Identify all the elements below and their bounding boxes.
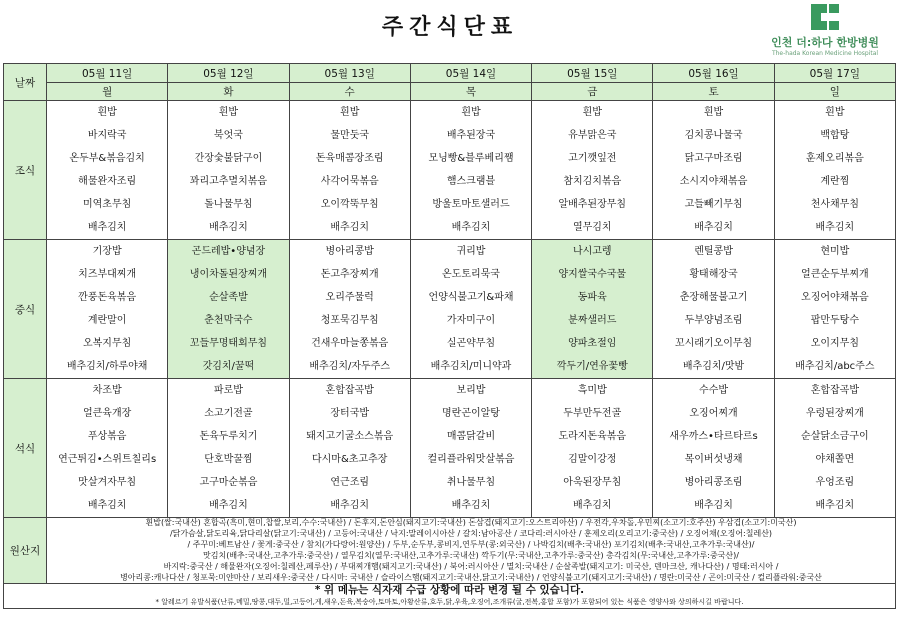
menu-item: 청포묵김무침 [320,315,379,326]
allergy-notice: * 알레르기 유발식품(난류,메밀,땅콩,대두,밀,고등어,게,새우,돈육,복숭아,토마토,아황산류,호두,닭,우육,오징어,조개류(굴,전복,홍합 포함)가 포함되어 있는 식품은 영양사와 상의하시길 바랍니다. [155,598,744,607]
menu-item: 돌나물무침 [204,199,253,210]
menu-item: 돈육두루치기 [199,431,258,442]
origin-row [4,518,896,584]
menu-item: 배추김치 [330,500,370,511]
menu-item: 배추김치 [451,500,491,511]
weekday-row [4,83,896,101]
menu-item: 고들빼기무침 [684,199,743,210]
origin-line: 흰밥(쌀:국내산) 혼합곡(흑미,현미,찹쌀,보리,수수:국내산) / 돈후지,돈안심(돼지고기:국내산) 돈삼겹(돼지고기:오스트리아산) / 우전각,우차돌,우민찌(소고기:호주산) 우삼겹(소고기:미국산) [145,518,797,527]
menu-item: 수수밥 [699,385,729,396]
hospital-logo [760,4,890,57]
menu-item: 갓김치/꿀떡 [202,361,255,372]
menu-item: 우렁된장찌개 [805,408,864,419]
menu-item: 모닝빵&블루베리쨈 [428,153,514,164]
menu-item: 연근조림 [330,477,370,488]
menu-item: 배추김치 [572,500,612,511]
menu-item: 배추김치/abc주스 [795,361,875,372]
menu-item: 소시지야채볶음 [679,176,748,187]
date-cell: 05월 15일 [532,64,653,83]
menu-item: 배추김치 [694,222,733,233]
breakfast-row [4,101,896,240]
menu-item: 꽈리고추멸치볶음 [189,176,268,187]
menu-item: 온두부&볶음김치 [69,153,145,164]
menu-item: 오징어찌개 [689,408,738,419]
menu-item: 목이버섯냉채 [684,454,743,465]
menu-item: 맛살겨자무침 [78,477,137,488]
lunch-row [4,240,896,379]
menu-item: 배추김치 [87,500,127,511]
date-cell: 05월 17일 [774,64,895,83]
menu-item: 흰밥 [340,107,360,118]
menu-item: 배추김치 [87,222,127,233]
menu-item: 단호박꿀찜 [204,454,253,465]
menu-item: 돼지고기굴소스볶음 [306,431,394,442]
menu-item: 얼큰육개장 [82,408,132,419]
breakfast-cell [532,101,653,240]
notice-row [4,584,896,609]
menu-item: 치즈부대찌개 [78,269,137,280]
menu-item: 아욱된장무침 [563,477,622,488]
lunch-cell [653,240,774,379]
menu-item: 양파초절임 [568,338,617,349]
menu-item: 기장밥 [92,246,122,257]
menu-item: 배추김치 [330,222,370,233]
menu-item: 오이지무침 [810,338,859,349]
weekday-cell: 월 [47,83,168,101]
menu-change-notice: * 위 메뉴는 식자재 수급 상황에 따라 변경 될 수 있습니다. [314,584,585,597]
menu-item: 흰밥 [582,107,602,118]
dinner-row [4,379,896,518]
dinner-label: 석식 [4,379,47,518]
menu-item: 흰밥 [703,107,724,118]
menu-item: 렌틸콩밥 [694,246,733,257]
menu-item: 오이깍뚝무침 [320,199,379,210]
menu-item: 장터국밥 [330,408,370,419]
menu-item: 배추김치 [815,500,855,511]
menu-item: 고기깻잎전 [568,153,617,164]
menu-item: 사각어묵볶음 [320,176,379,187]
menu-item: 배추김치/자두주스 [309,361,391,372]
origin-line: 병아리콩:캐나다산 / 청포묵:미얀마산 / 보리새우:중국산 / 다시마: 국내산 / 슬라이스햄(돼지고기:국내산,닭고기:국내산) / 언양식불고기(돼지고기:국내산) / 명란:미국산 / 곤이:미국산 / 컬리플라워:중국산 [120,572,822,582]
breakfast-cell [653,101,774,240]
origin-line: /닭가슴살,닭도리육,닭다리살(닭고기:국내산) / 고등어:국내산 / 낙지:말레이시아산 / 갈치:남아공산 / 코다리:러시아산 / 훈제오리(오리고기:중국산) / 오징어채(오징어:칠레산) [169,528,773,538]
notice-box [4,584,896,609]
menu-item: 건새우마늘쫑볶음 [311,338,389,349]
date-cell: 05월 13일 [289,64,410,83]
lunch-label: 중식 [4,240,47,379]
menu-item: 곤드레밥•양념장 [191,246,266,257]
menu-item: 두부양념조림 [684,315,743,326]
menu-item: 흰밥 [97,107,117,118]
menu-item: 깍두기/연유꽃빵 [556,361,628,372]
weekday-cell: 목 [410,83,531,101]
menu-item: 오리주물럭 [325,292,374,303]
menu-item: 병아리콩밥 [325,246,374,257]
menu-item: 천사채무침 [810,199,859,210]
breakfast-cell [774,101,895,240]
menu-item: 실곤약무침 [446,338,496,349]
menu-item: 배추김치 [815,222,855,233]
dinner-cell [47,379,168,518]
origin-line: 바지락:중국산 / 해물완자(오징어:칠레산,페루산) / 부대찌개햄(돼지고기:국내산) / 북어:러시아산 / 멸치:국내산 / 순살족발(돼지고기: 미국산, 덴마크산, 캐나다산) / 명태:러시아 / [163,561,779,571]
menu-item: 북엇국 [213,130,243,141]
breakfast-label: 조식 [4,101,47,240]
menu-item: 냉이차돌된장찌개 [189,269,268,280]
menu-item: 푸상볶음 [87,431,127,442]
lunch-cell [410,240,531,379]
logo-mark-icon [807,4,843,30]
menu-item: 오징어야채볶음 [801,292,869,303]
menu-item: 김치콩나물국 [684,130,743,141]
breakfast-cell [168,101,289,240]
menu-item: 햄스크램블 [446,176,496,187]
menu-item: 취나물무침 [446,477,496,488]
menu-item: 귀리밥 [456,246,486,257]
menu-item: 배추된장국 [446,130,496,141]
breakfast-cell [289,101,410,240]
menu-item: 명란곤이알탕 [442,408,500,419]
origin-line: / 주꾸미:베트남산 / 꽃게:중국산 / 참치(가다랑어:원양산) / 두부,순두부,콩비지,연두부(콩:외국산) / 나박김치(배추:국내산) 포기김치(배추:국내산,고추가루:국내산)/ [187,539,755,549]
menu-item: 두부만두전골 [563,408,622,419]
weekday-cell: 화 [168,83,289,101]
menu-item: 간장숯불닭구이 [194,153,263,164]
menu-item: 고구마순볶음 [199,477,258,488]
menu-item: 흰밥 [218,107,239,118]
menu-item: 순살족발 [209,292,248,303]
menu-item: 참치김치볶음 [563,176,622,187]
lunch-cell [774,240,895,379]
menu-item: 가자미구이 [446,315,496,326]
menu-item: 계란말이 [87,315,127,326]
menu-item: 야채쫄면 [815,454,855,465]
date-cell: 05월 11일 [47,64,168,83]
menu-item: 동파육 [577,292,607,303]
menu-item: 배추김치/하루야채 [66,361,148,372]
menu-item: 현미밥 [820,246,850,257]
menu-item: 병아리콩조림 [684,477,743,488]
menu-item: 소고기전골 [204,408,253,419]
breakfast-cell [47,101,168,240]
menu-item: 알배추된장무침 [558,199,627,210]
menu-item: 깐풍돈육볶음 [78,292,137,303]
menu-item: 열무김치 [572,222,612,233]
logo-subtitle: The-hada Korean Medicine Hospital [771,50,879,57]
menu-item: 언양식불고기&파채 [428,292,514,303]
menu-item: 차조밥 [92,385,122,396]
menu-item: 나시고렝 [572,246,612,257]
menu-item: 양지쌀국수국물 [558,269,627,280]
weekly-menu-table [3,63,896,609]
menu-item: 순살닭소금구이 [801,431,869,442]
menu-item: 흑미밥 [577,385,607,396]
lunch-cell [47,240,168,379]
lunch-cell [289,240,410,379]
menu-item: 물만둣국 [330,130,370,141]
menu-item: 춘장해물불고기 [679,292,748,303]
menu-item: 꼬시래기오이무침 [674,338,753,349]
date-cell: 05월 14일 [410,64,531,83]
menu-item: 오복지무침 [82,338,132,349]
dinner-cell [410,379,531,518]
menu-item: 황태해장국 [689,269,738,280]
menu-item: 보리밥 [456,385,486,396]
dinner-cell [532,379,653,518]
menu-item: 배추김치 [209,222,248,233]
menu-item: 흰밥 [825,107,845,118]
menu-item: 닭고구마조림 [684,153,743,164]
menu-item: 미역초무침 [82,199,132,210]
menu-item: 팝만두탕수 [810,315,859,326]
menu-item: 배추김치 [451,222,491,233]
weekday-cell: 수 [289,83,410,101]
weekday-cell: 금 [532,83,653,101]
weekday-cell: 일 [774,83,895,101]
origin-label: 원산지 [4,518,47,584]
breakfast-cell [410,101,531,240]
menu-item: 분짜샐러드 [568,315,617,326]
lunch-cell [532,240,653,379]
menu-item: 혼합잡곡밥 [325,385,374,396]
menu-item: 백합탕 [820,130,850,141]
date-label: 날짜 [4,64,47,101]
menu-item: 온도토리묵국 [442,269,500,280]
menu-item: 김말이강정 [568,454,617,465]
page-title: 주간식단표 [381,15,519,40]
menu-item: 유부맑은국 [568,130,617,141]
menu-item: 매콤닭갈비 [446,431,496,442]
lunch-cell [168,240,289,379]
menu-item: 계란찜 [820,176,850,187]
menu-item: 돈고추장찌개 [320,269,379,280]
menu-item: 새우까스•타르타르s [669,431,758,442]
dinner-cell [653,379,774,518]
menu-item: 해물완자조림 [78,176,137,187]
dinner-cell [774,379,895,518]
menu-item: 우엉조림 [815,477,855,488]
date-cell: 05월 12일 [168,64,289,83]
menu-item: 파로밥 [213,385,243,396]
logo-name: 인천 더:하다 한방병원 [771,36,879,49]
menu-item: 돈육매콤장조림 [315,153,384,164]
menu-item: 얼큰순두부찌개 [801,269,869,280]
menu-item: 흰밥 [461,107,481,118]
menu-item: 배추김치/맛밤 [682,361,745,372]
menu-item: 연근튀김•스위트칠리s [58,454,157,465]
menu-item: 배추김치 [694,500,733,511]
menu-item: 훈제오리볶음 [805,153,864,164]
menu-item: 바지락국 [87,130,127,141]
dinner-cell [289,379,410,518]
menu-item: 꼬들무명태회무침 [189,338,268,349]
weekday-cell: 토 [653,83,774,101]
menu-item: 배추김치/미니약과 [430,361,512,372]
menu-item: 춘천막국수 [204,315,253,326]
date-row [4,64,896,83]
menu-item: 다시마&초고추장 [311,454,388,465]
origin-info [47,518,896,584]
dinner-cell [168,379,289,518]
date-cell: 05월 16일 [653,64,774,83]
menu-item: 혼합잡곡밥 [810,385,859,396]
origin-line: 맛김치(배추:국내산,고추가루:중국산) / 열무김치(열무:국내산,고추가루:국내산) 깍두기(무:국내산,고추가루:중국산) 총각김치(무:국내산,고추가루:중국산)/ [203,550,739,560]
menu-item: 컬리플라워맛살볶음 [427,454,515,465]
menu-item: 방울토마토샐러드 [432,199,510,210]
menu-item: 배추김치 [209,500,248,511]
menu-item: 도라지돈육볶음 [558,431,627,442]
